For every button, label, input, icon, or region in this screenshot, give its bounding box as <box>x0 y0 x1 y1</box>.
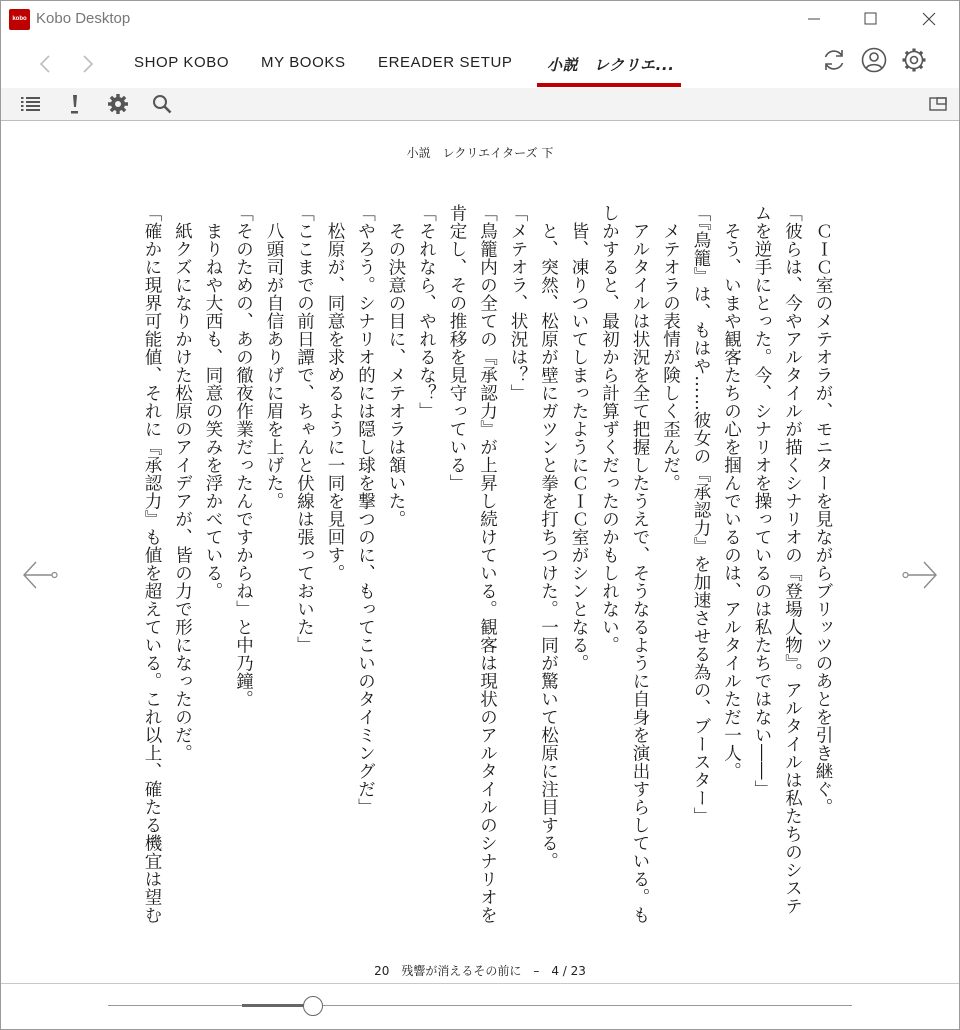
book-paragraph: そう、いまや観客たちの心を掴んでいるのは、アルタイルただ一人。 <box>721 221 742 780</box>
search-icon[interactable] <box>151 93 173 115</box>
book-paragraph: メテオラの表情が険しく歪んだ。 <box>660 221 681 492</box>
book-page-text <box>132 204 838 924</box>
back-arrow-icon[interactable] <box>36 52 56 76</box>
book-paragraph: 松原が、同意を求めるように一同を見回す。 <box>325 221 345 582</box>
fullscreen-icon[interactable] <box>927 93 949 115</box>
book-paragraph: 八頭司が自信ありげに眉を上げた。 <box>264 221 284 510</box>
minimize-button[interactable] <box>790 0 836 38</box>
book-paragraph: 「そのための、あの徹夜作業だったんですからね」と中乃鐘。 <box>233 204 254 708</box>
app-title: Kobo Desktop <box>36 10 131 27</box>
annotations-pen-icon[interactable] <box>63 93 85 115</box>
next-page-arrow-icon[interactable] <box>900 558 938 592</box>
title-bar <box>0 0 960 40</box>
book-paragraph: 「確かに現界可能値、それに『承認力』も値を超えている。これ以上、確たる機宜は望む <box>142 204 162 924</box>
tab-shop-kobo[interactable]: SHOP KOBO <box>134 54 230 71</box>
book-paragraph: アルタイルは状況を全て把握したうえで、そうなるように自身を演出すらしている。もしかすると、最初から計算ずくだったのかもしれない。 <box>599 204 650 924</box>
book-paragraph: 「メテオラ、状況は？」 <box>508 204 528 402</box>
account-icon[interactable] <box>860 46 888 74</box>
book-paragraph: 紙クズになりかけた松原のアイデアが、皆の力で形になったのだ。 <box>172 221 193 762</box>
book-paragraph: 皆、凍りついてしまったようにＣＩＣ室がシンとなる。 <box>569 221 589 672</box>
settings-gear-icon[interactable] <box>900 46 928 74</box>
close-button[interactable] <box>906 0 952 38</box>
book-paragraph: 「それなら、やれるな？」 <box>416 204 437 420</box>
previous-page-arrow-icon[interactable] <box>22 558 60 592</box>
kobo-logo-icon: kobo <box>9 9 30 30</box>
book-paragraph: まりねや大西も、同意の笑みを浮かべている。 <box>203 221 223 600</box>
table-of-contents-icon[interactable] <box>20 93 42 115</box>
footer-divider <box>1 983 959 984</box>
chapter-page-info: 20 残響が消えるその前に – 4 / 23 <box>374 964 586 978</box>
book-running-header: 小説 レクリエイターズ 下 <box>406 146 554 160</box>
forward-arrow-icon[interactable] <box>77 52 97 76</box>
tab-ereader-setup[interactable]: EREADER SETUP <box>378 54 513 71</box>
book-paragraph: 「ここまでの前日譚で、ちゃんと伏線は張っておいた」 <box>294 204 315 654</box>
tab-my-books[interactable]: MY BOOKS <box>261 54 346 71</box>
progress-slider-track[interactable] <box>108 1005 852 1006</box>
book-paragraph: と、突然、松原が壁にガツンと拳を打ちつけた。一同が驚いて松原に注目する。 <box>538 221 559 870</box>
book-paragraph: その決意の目に、メテオラは頷いた。 <box>386 221 406 528</box>
active-tab-indicator <box>537 83 681 87</box>
book-paragraph: 「鳥籠内の全ての『承認力』が上昇し続けている。観客は現状のアルタイルのシナリオを肯定し、その推移を見守っている」 <box>447 204 498 924</box>
reader-toolbar <box>1 88 959 121</box>
book-paragraph: 「彼らは、今やアルタイルが描くシナリオの『登場人物』。アルタイルは私たちのシステムを逆手にとった。今、シナリオを操っているのは私たちではない――」 <box>752 204 803 916</box>
tab-current-book[interactable]: 小説 レクリエ... <box>547 56 675 74</box>
book-paragraph: ＣＩＣ室のメテオラが、モニターを見ながらブリッツのあとを引き継ぐ。 <box>813 221 833 816</box>
sync-icon[interactable] <box>820 46 848 74</box>
progress-slider-thumb[interactable] <box>303 996 323 1016</box>
book-paragraph: 「『鳥籠』は、もはや……彼女の『承認力』を加速させる為の、ブースター」 <box>691 204 711 826</box>
maximize-button[interactable] <box>848 0 894 38</box>
book-paragraph: 「やろう。シナリオ的には隠し球を撃つのに、もってこいのタイミングだ」 <box>355 204 376 816</box>
reading-settings-gear-icon[interactable] <box>107 93 129 115</box>
